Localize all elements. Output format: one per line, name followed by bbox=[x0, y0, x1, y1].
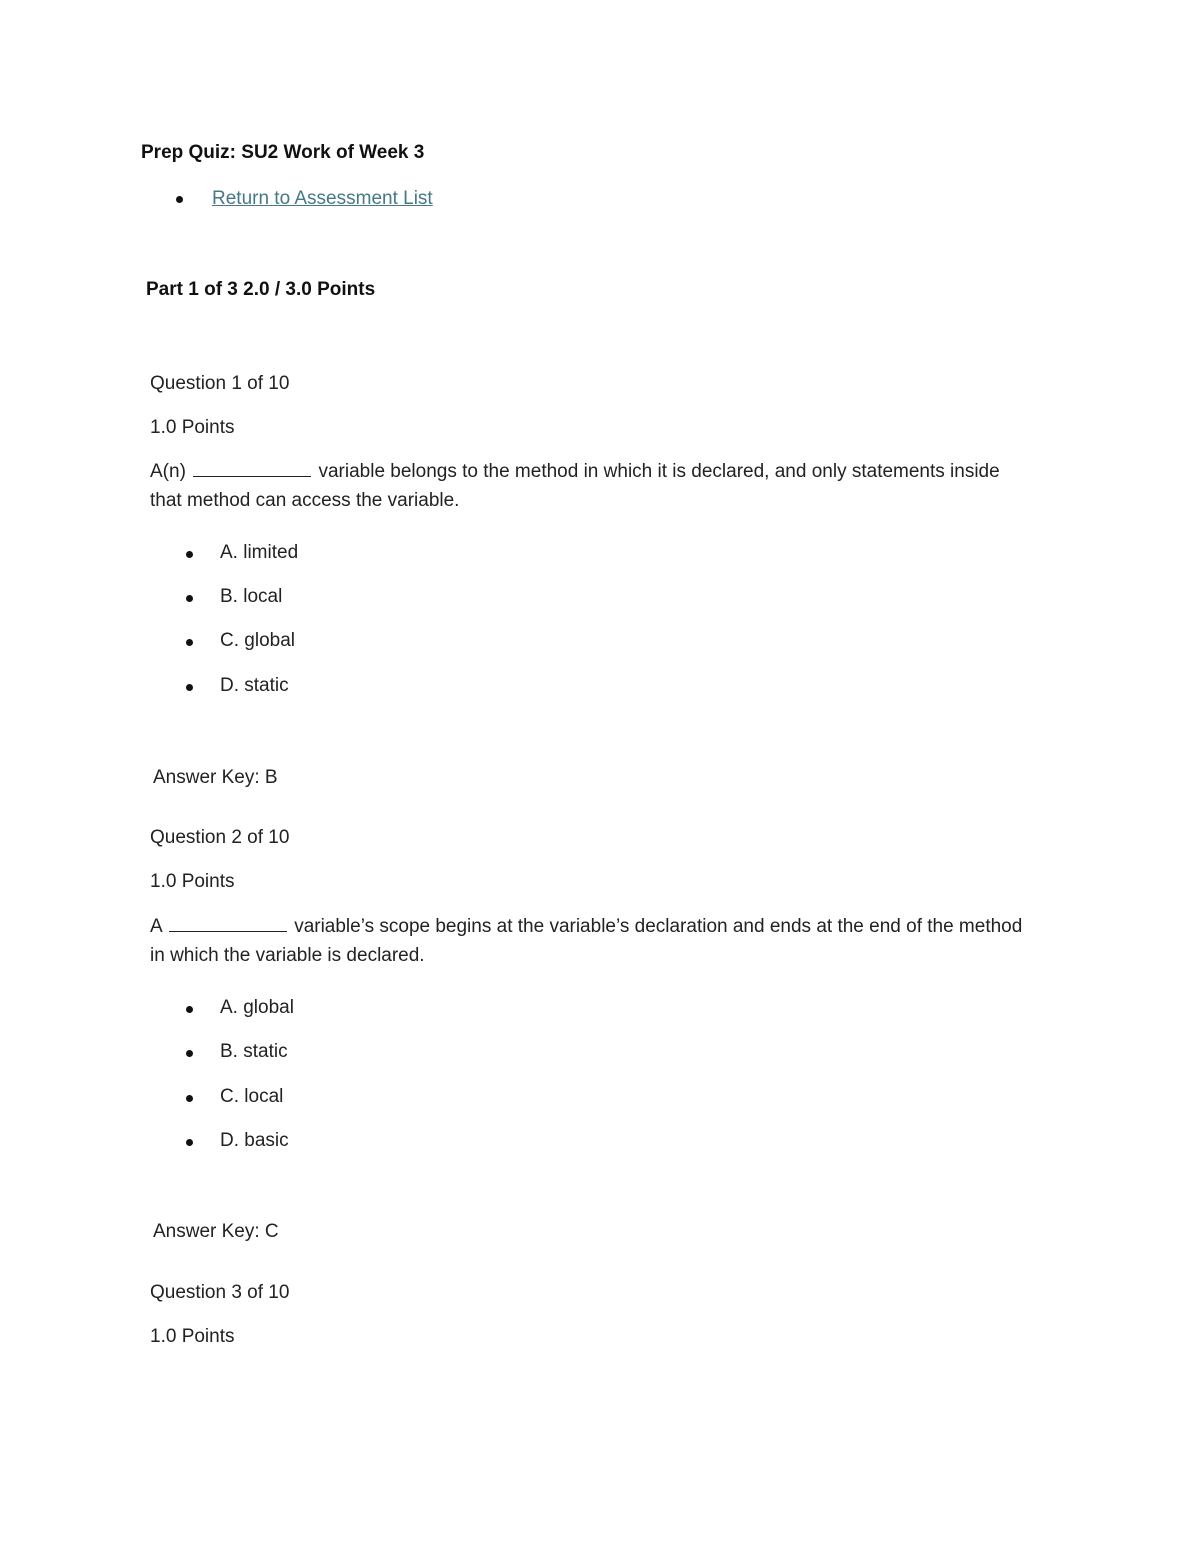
bullet-icon bbox=[186, 639, 193, 646]
answer-option: B. local bbox=[220, 586, 283, 607]
bullet-icon bbox=[186, 1050, 193, 1057]
bullet-icon bbox=[186, 595, 193, 602]
answer-option: A. global bbox=[220, 997, 294, 1018]
bullet-icon bbox=[176, 196, 183, 203]
fill-in-blank bbox=[193, 462, 311, 477]
question-text-start: A bbox=[150, 916, 162, 937]
question-text-end: variable’s scope begins at the variable’s declaration and ends at the end of the method in which the variable is declared. bbox=[150, 916, 1023, 966]
question-points: 1.0 Points bbox=[150, 871, 235, 892]
return-to-assessment-list-link[interactable]: Return to Assessment List bbox=[212, 188, 433, 209]
answer-option: A. limited bbox=[220, 542, 299, 563]
quiz-title: Prep Quiz: SU2 Work of Week 3 bbox=[141, 142, 425, 163]
answer-option: D. basic bbox=[220, 1130, 289, 1151]
bullet-icon bbox=[186, 1006, 193, 1013]
answer-key: Answer Key: B bbox=[153, 767, 278, 788]
answer-option: D. static bbox=[220, 675, 289, 696]
question-number: Question 3 of 10 bbox=[150, 1282, 290, 1303]
part-heading: Part 1 of 3 2.0 / 3.0 Points bbox=[146, 279, 376, 300]
question-text-end: variable belongs to the method in which it is declared, and only statements inside that method can access the variable. bbox=[150, 461, 1000, 511]
bullet-icon bbox=[186, 1095, 193, 1102]
question-points: 1.0 Points bbox=[150, 417, 235, 438]
answer-option: C. global bbox=[220, 630, 295, 651]
question-text bbox=[150, 912, 1030, 970]
answer-key: Answer Key: C bbox=[153, 1221, 279, 1242]
question-text-start: A(n) bbox=[150, 461, 186, 482]
answer-option: C. local bbox=[220, 1086, 284, 1107]
question-number: Question 2 of 10 bbox=[150, 827, 290, 848]
question-text bbox=[150, 457, 1030, 515]
question-points: 1.0 Points bbox=[150, 1326, 235, 1347]
fill-in-blank bbox=[169, 917, 287, 932]
bullet-icon bbox=[186, 684, 193, 691]
bullet-icon bbox=[186, 551, 193, 558]
bullet-icon bbox=[186, 1139, 193, 1146]
question-number: Question 1 of 10 bbox=[150, 373, 290, 394]
answer-option: B. static bbox=[220, 1041, 288, 1062]
